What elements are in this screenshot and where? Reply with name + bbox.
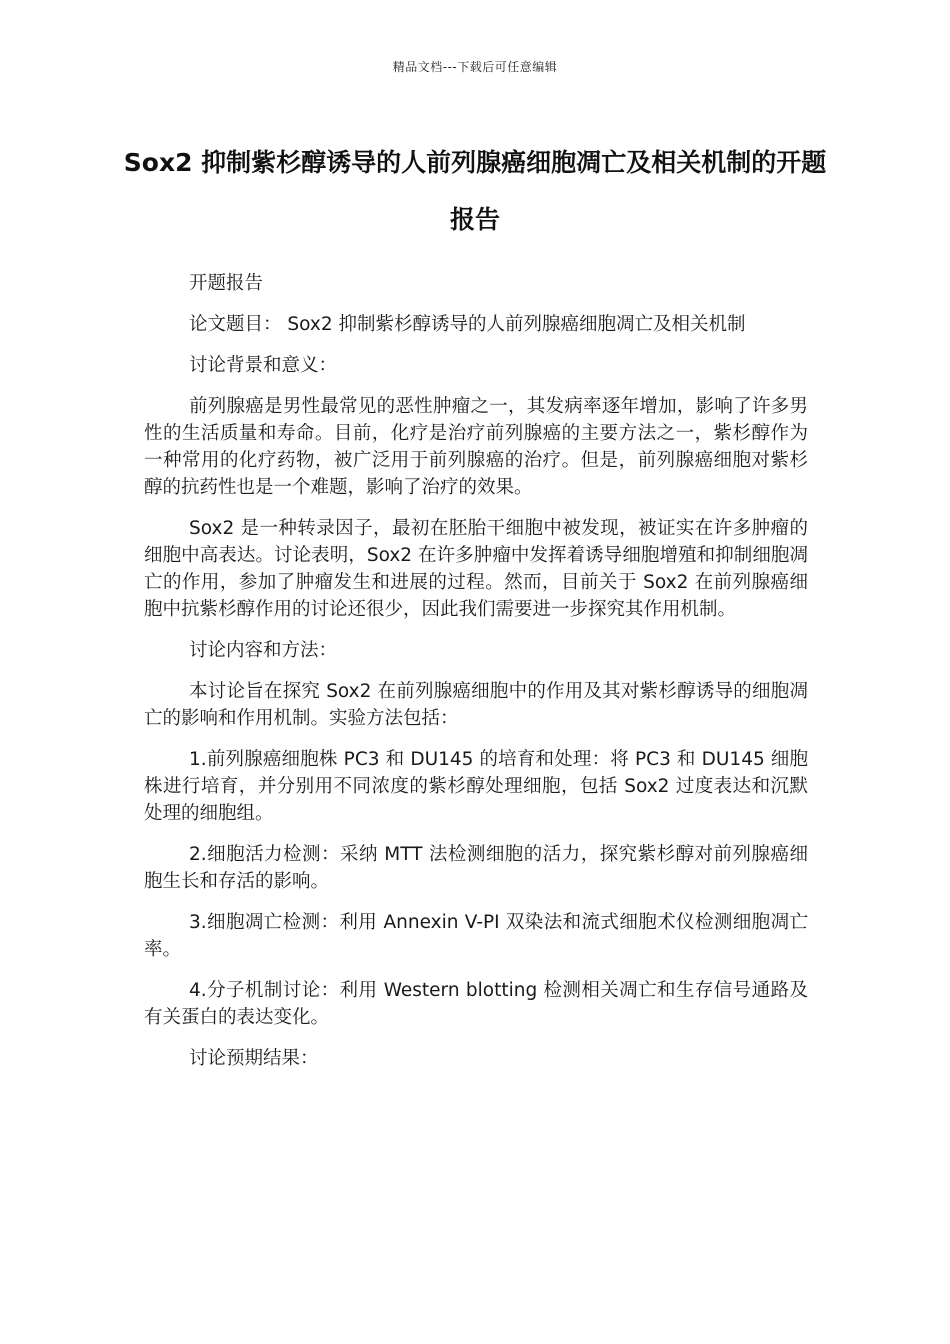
method-item-2: 2.细胞活力检测：采纳 MTT 法检测细胞的活力，探究紫杉醇对前列腺癌细胞生长和存活的影响。	[144, 844, 808, 892]
section-heading-background: 讨论背景和意义：	[189, 355, 338, 376]
method-item-1: 1.前列腺癌细胞株 PC3 和 DU145 的培育和处理：将 PC3 和 DU145 细胞株进行培育，并分别用不同浓度的紫杉醇处理细胞，包括 Sox2 过度表达和沉默处理的细胞组。	[144, 749, 808, 824]
document-body	[144, 270, 808, 1086]
method-item-4: 4.分子机制讨论：利用 Western blotting 检测相关凋亡和生存信号通路及有关蛋白的表达变化。	[144, 980, 808, 1028]
background-paragraph-1: 前列腺癌是男性最常见的恶性肿瘤之一，其发病率逐年增加，影响了许多男性的生活质量和寿命。目前，化疗是治疗前列腺癌的主要方法之一，紫杉醇作为一种常用的化疗药物，被广泛用于前列腺癌的治疗。但是，前列腺癌细胞对紫杉醇的抗药性也是一个难题，影响了治疗的效果。	[144, 396, 808, 498]
section-heading-expected-results: 讨论预期结果：	[189, 1048, 319, 1069]
thesis-title-line: 论文题目： Sox2 抑制紫杉醇诱导的人前列腺癌细胞凋亡及相关机制	[189, 314, 746, 335]
section-heading-proposal: 开题报告	[189, 273, 264, 294]
methods-intro-paragraph: 本讨论旨在探究 Sox2 在前列腺癌细胞中的作用及其对紫杉醇诱导的细胞凋亡的影响和作用机制。实验方法包括：	[144, 681, 808, 729]
method-item-3: 3.细胞凋亡检测：利用 Annexin V-PI 双染法和流式细胞术仪检测细胞凋亡率。	[144, 912, 808, 960]
background-paragraph-2: Sox2 是一种转录因子，最初在胚胎干细胞中被发现，被证实在许多肿瘤的细胞中高表达。讨论表明，Sox2 在许多肿瘤中发挥着诱导细胞增殖和抑制细胞凋亡的作用，参加了肿瘤发生和进展的过程。然而，目前关于 Sox2 在前列腺癌细胞中抗紫杉醇作用的讨论还很少，因此我们需要进一步探究其作用机制。	[144, 518, 808, 620]
document-title: Sox2 抑制紫杉醇诱导的人前列腺癌细胞凋亡及相关机制的开题报告	[123, 148, 827, 234]
section-heading-methods: 讨论内容和方法：	[189, 640, 338, 661]
header-note: 精品文档---下载后可任意编辑	[392, 60, 558, 74]
